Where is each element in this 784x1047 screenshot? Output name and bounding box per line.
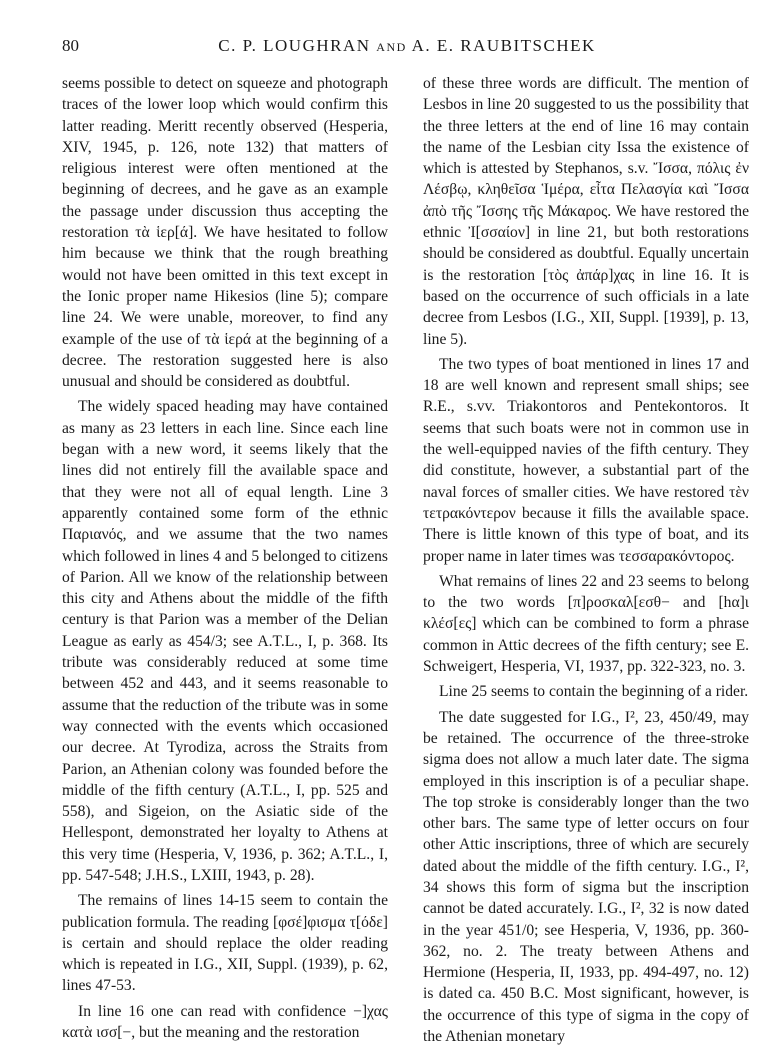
paragraph: The two types of boat mentioned in lines 17 and 18 are well known and represent small ships; see R.E., s.vv. Triakontoros and Pentekontoros. It seems that such boats were not in common use in the well-equipped navies of the fifth century. They did constitute, however, a substantial part of the naval forces of smaller cities. We have restored τὲν τετρακόντερον because it fills the available space. There is little known of this type of boat, and its proper name in later times was τεσσαρακόντορος.	[423, 355, 749, 565]
page-number: 80	[62, 36, 79, 55]
paragraph: The remains of lines 14-15 seem to contain the publication formula. The reading [φσέ]φισμα τ[όδε] is certain and should replace the older reading which is repeated in I.G., XII, Suppl. (1939), p. 62, lines 47-53.	[62, 892, 388, 995]
page-header	[62, 36, 752, 60]
running-head: C. P. LOUGHRAN and A. E. RAUBITSCHEK	[218, 36, 596, 55]
paragraph: The date suggested for I.G., I², 23, 450/49, may be retained. The occurrence of the three-stroke sigma does not allow a much later date. The sigma employed in this inscription is of a peculiar shape. The top stroke is considerably longer than the two other bars. The same type of letter occurs on four other Attic inscriptions, three of which are securely dated about the middle of the fifth century. I.G., I², 34 shows this form of sigma but the inscription cannot be dated accurately. I.G., I², 32 is now dated in the year 451/0; see Hesperia, V, 1936, pp. 360-362, no. 2. The treaty between Athens and Hermione (Hesperia, II, 1933, pp. 494-497, no. 12) is dated ca. 450 B.C. Most significant, however, is the occurrence of this type of sigma in the copy of the Athenian monetary	[423, 708, 749, 1046]
paragraph: seems possible to detect on squeeze and photograph traces of the lower loop which would confirm this latter reading. Meritt recently observed (Hesperia, XIV, 1945, p. 126, note 132) that matters of religious interest were often mentioned at the beginning of decrees, and he gave as an example the passage under discussion thus accepting the restoration τὰ ἱερ[ά]. We have hesitated to follow him because we think that the rough breathing would not have been omitted in this text except in the Ionic proper name Hikesios (line 5); compare line 24. We were unable, moreover, to find any example of the use of τὰ ἱερά at the beginning of a decree. The restoration suggested here is also unusual and should be considered as doubtful.	[62, 75, 388, 391]
paragraph: Line 25 seems to contain the beginning of a rider.	[439, 683, 749, 701]
paragraph: of these three words are difficult. The mention of Lesbos in line 20 suggested to us the possibility that the three letters at the end of line 16 may contain the name of the Lesbian city Issa the existence of which is attested by Stephanos, s.v. Ἴσσα, πόλις ἐν Λέσβῳ, κληθεῖσα Ἱμέρα, εἶτα Πελασγία καὶ Ἴσσα ἀπὸ τῆς Ἴσσης τῆς Μάκαρος. We have restored the ethnic Ἰ[σσαίον] in line 21, but both restorations should be considered as doubtful. Equally uncertain is the restoration [τὸς ἀπάρ]χας in line 16. It is based on the occurrence of such officials in a late decree from Lesbos (I.G., XII, Suppl. [1939], p. 13, line 5).	[423, 75, 749, 348]
left-column	[62, 73, 388, 1043]
paragraph: In line 16 one can read with confidence −]χας κατὰ ισσ[−, but the meaning and the restoration	[62, 1002, 388, 1042]
right-column	[423, 73, 749, 1047]
paragraph: What remains of lines 22 and 23 seems to belong to the two words [π]ροσκαλ[εσθ− and [hα]ι κλέσ[ες] which can be combined to form a phrase common in Attic decrees of the fifth century; see E. Schweigert, Hesperia, VI, 1937, pp. 322-323, no. 3.	[423, 572, 749, 676]
paragraph: The widely spaced heading may have contained as many as 23 letters in each line. Since each line began with a new word, it seems likely that the lines did not entirely fill the available space and that they were not all of equal length. Line 3 apparently contained some form of the ethnic Παριανός, and we assume that the two names which followed in lines 4 and 5 belonged to citizens of Parion. All we know of the relationship between this city and Athens about the middle of the fifth century is that Parion was a member of the Delian League as early as 454/3; see A.T.L., I, p. 368. Its tribute was considerably reduced at some time between 452 and 443, and it seems reasonable to assume that the reduction of the tribute was in some way connected with the events which occasioned our decree. At Tyrodiza, across the Straits from Parion, an Athenian colony was founded before the middle of the fifth century (A.T.L., I, pp. 525 and 558), and Sigeion, on the Asiatic side of the Hellespont, demonstrated her loyalty to Athens at this very time (Hesperia, V, 1936, p. 362; A.T.L., I, pp. 547-548; J.H.S., LXIII, 1943, p. 28).	[62, 398, 388, 884]
